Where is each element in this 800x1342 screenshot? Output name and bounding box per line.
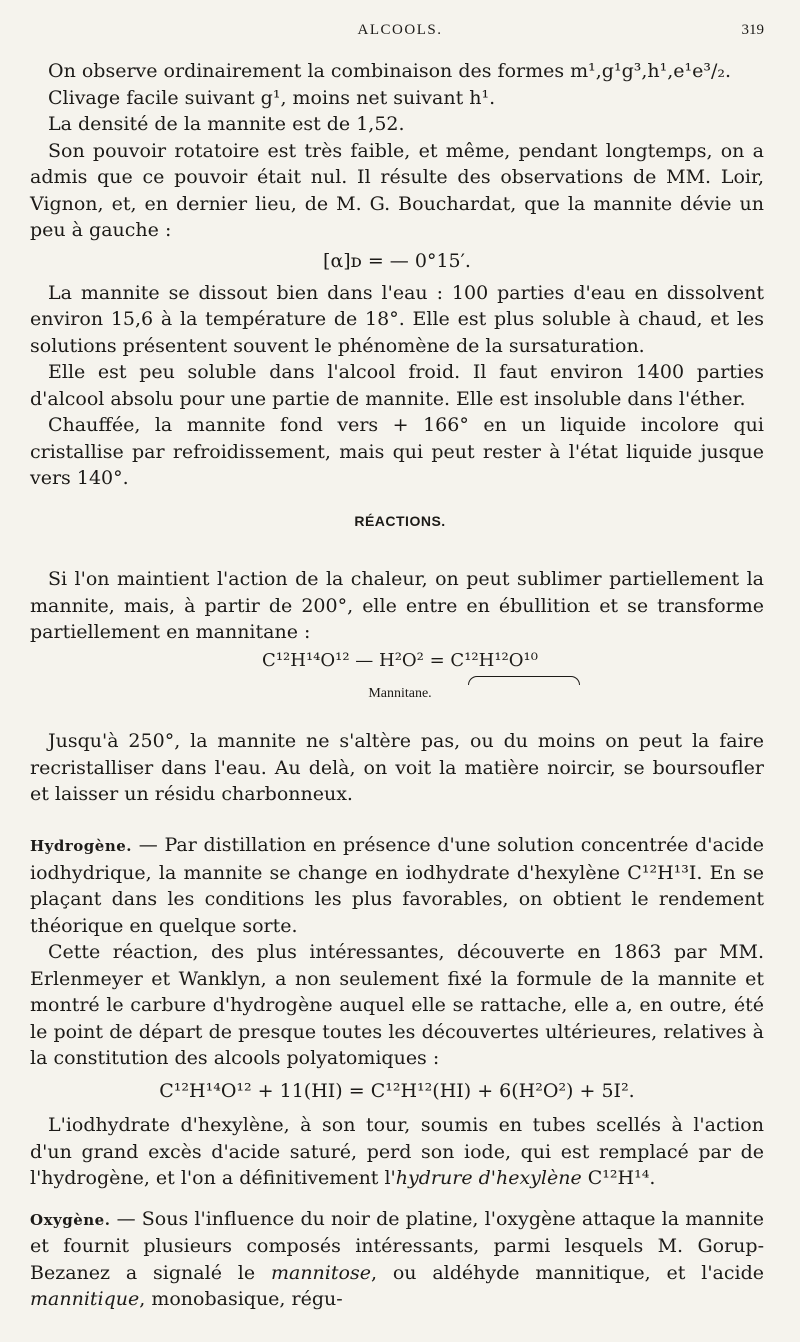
paragraph-rotatory-power: Son pouvoir rotatoire est très faible, et même, pendant longtemps, on a admis que ce pouvoir était nul. Il résulte des observations de MM. Loir, Vignon, et, en dernier lieu, de M. G. Bouchardat, que la mannite dévie un peu à gauche : [30, 139, 764, 241]
hydride-term: hydrure d'hexylène [395, 1167, 582, 1189]
paragraph-sublimation: Si l'on maintient l'action de la chaleur, on peut sublimer partiellement la mannite, mais, à partir de 200°, elle entre en ébullition et se transforme partiellement en mannitane : [30, 568, 764, 643]
paragraph-density: La densité de la mannite est de 1,52. [48, 113, 405, 135]
oxygen-run-in-heading: Oxygène. [30, 1210, 111, 1229]
mannitic-acid-term: mannitique [30, 1288, 140, 1310]
paragraph-hydrogen [30, 832, 764, 939]
mannitane-equation: C¹²H¹⁴O¹² — H²O² = C¹²H¹²O¹⁰ [262, 650, 538, 671]
hydrogen-text: — Par distillation en présence d'une solution concentrée d'acide iodhydrique, la mannite se change en iodhydrate d'hexylène C¹²H¹³I. En se plaçant dans les conditions les plus favorables, on obtient le rendement théorique en quelque sorte. [30, 834, 764, 937]
hexylene-iodide-equation: C¹²H¹⁴O¹² + 11(HI) = C¹²H¹²(HI) + 6(H²O²) + 5I². [159, 1079, 635, 1102]
hydride-text-start: L'iodhydrate d'hexylène, à son tour, soumis en tubes scellés à l'action d'un grand excès d'acide saturé, perd son iode, qui est remplacé par de l'hydrogène, et l'on a définitivement l' [30, 1114, 764, 1189]
oxygen-text-2: , ou aldéhyde mannitique, et l'acide [370, 1261, 765, 1284]
paragraph-melting: Chauffée, la mannite fond vers + 166° en un liquide incolore qui cristallise par refroidissement, mais qui peut rester à l'état liquide jusque vers 140°. [30, 414, 764, 489]
paragraph-oxygen [30, 1206, 764, 1313]
properties-section [30, 58, 764, 492]
paragraph-erlenmeyer: Cette réaction, des plus intéressantes, découverte en 1863 par MM. Erlenmeyer et Wanklyn, a non seulement fixé la formule de la mannite et montré le carbure d'hydrogène auquel elle se rattache, elle a, en outre, été le point de départ de presque toutes les découvertes ultérieures, relatives à la constitution des alcools polyatomiques : [30, 941, 764, 1069]
hydride-text-end: C¹²H¹⁴. [581, 1167, 656, 1189]
page-number: 319 [741, 22, 764, 38]
mannitane-label: Mannitane. [368, 686, 432, 701]
decomposition-section [30, 728, 764, 808]
brace-under-product [468, 676, 580, 685]
reaction-intro [30, 566, 764, 646]
paragraph-decomposition: Jusqu'à 250°, la mannite ne s'altère pas, ou du moins on peut la faire recristalliser dans l'eau. Au delà, on voit la matière noircir, se boursoufler et laisser un résidu charbonneux. [30, 730, 764, 805]
rotatory-formula: [α]ᴅ = — 0°15′. [323, 249, 471, 272]
paragraph-hydride [30, 1112, 764, 1192]
mannitose-term: mannitose [270, 1261, 371, 1284]
section-title-reactions: RÉACTIONS. [354, 513, 446, 529]
running-header: ALCOOLS. [357, 22, 443, 38]
paragraph-cleavage: Clivage facile suivant g¹, moins net suivant h¹. [48, 86, 496, 109]
hydrogen-oxygen-section [30, 832, 764, 1313]
paragraph-solubility-water: La mannite se dissout bien dans l'eau : 100 parties d'eau en dissolvent environ 15,6 à la température de 18°. Elle est plus soluble à chaud, et les solutions présentent souvent le phénomène de la sursaturation. [30, 281, 764, 357]
paragraph-crystal-forms: On observe ordinairement la combinaison des formes m¹,g¹g³,h¹,e¹e³/₂. [48, 60, 732, 82]
paragraph-solubility-alcohol: Elle est peu soluble dans l'alcool froid. Il faut environ 1400 parties d'alcool absolu pour une partie de mannite. Elle est insoluble dans l'éther. [30, 361, 764, 410]
hydrogen-run-in-heading: Hydrogène. [30, 837, 132, 855]
oxygen-text-3: , monobasique, régu- [139, 1288, 343, 1310]
oxygen-text-1: — Sous l'influence du noir de platine, l'oxygène attaque la mannite et fournit plusieurs composés intéressants, parmi lesquels M. Gorup-Bezanez a signalé le [30, 1207, 764, 1284]
